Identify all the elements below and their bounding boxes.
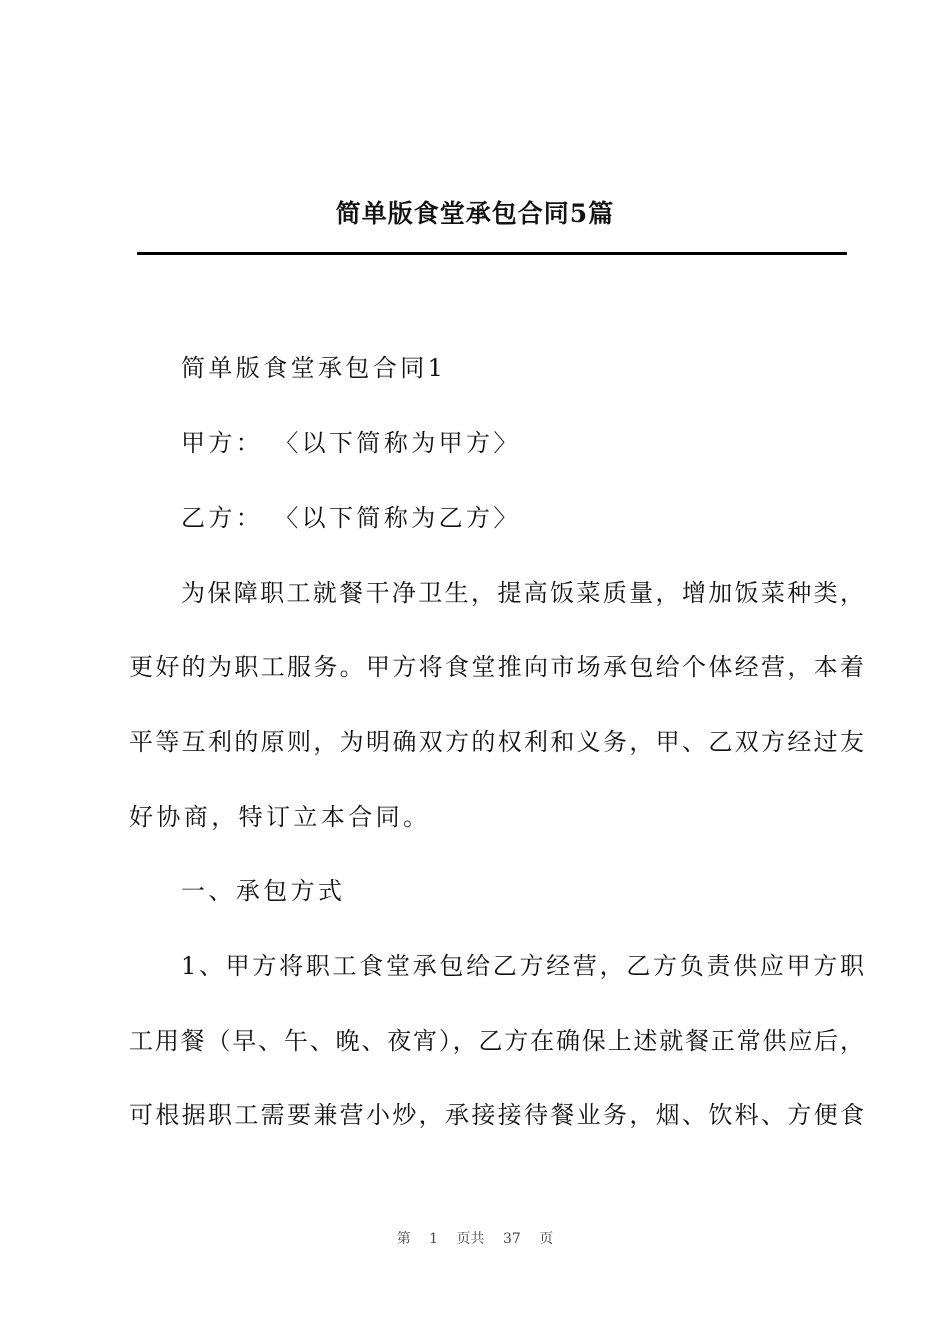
section-heading-contract-1: 简单版食堂承包合同1	[181, 354, 447, 382]
party-a-line: 甲方： 〈以下简称为甲方〉	[181, 429, 521, 457]
paragraph-line: 更好的为职工服务。甲方将食堂推向市场承包给个体经营，本着	[129, 653, 864, 681]
paragraph-line: 平等互利的原则，为明确双方的权利和义务，甲、乙双方经过友	[129, 728, 864, 756]
paragraph-line: 为保障职工就餐干净卫生，提高饭菜质量，增加饭菜种类，	[181, 579, 864, 607]
paragraph-line: 可根据职工需要兼营小炒，承接接待餐业务，烟、饮料、方便食	[129, 1101, 864, 1129]
title-underline	[137, 252, 847, 255]
party-b-line: 乙方： 〈以下简称为乙方〉	[181, 504, 521, 532]
page-number-footer: 第 1 页共 37 页	[396, 1231, 554, 1247]
section-heading-contract-method: 一、承包方式	[181, 877, 346, 905]
paragraph-line: 工用餐（早、午、晚、夜宵），乙方在确保上述就餐正常供应后，	[129, 1027, 864, 1055]
paragraph-line: 好协商，特订立本合同。	[129, 803, 431, 831]
document-title: 简单版食堂承包合同5篇	[335, 199, 615, 228]
paragraph-line: 1、甲方将职工食堂承包给乙方经营，乙方负责供应甲方职	[181, 952, 864, 980]
